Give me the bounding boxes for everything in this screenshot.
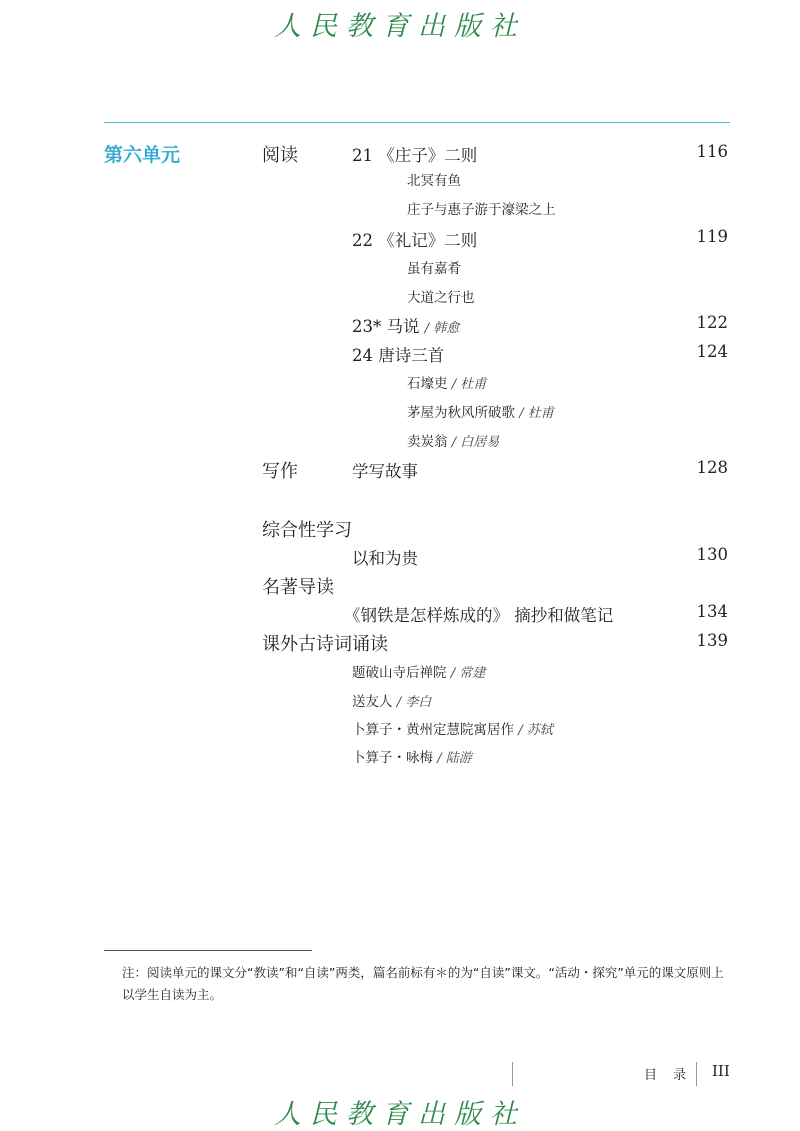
section-reading: 阅读 xyxy=(262,145,298,166)
lesson-23-title xyxy=(352,313,459,337)
lesson-23-page: 122 xyxy=(696,313,728,332)
poem-title: 茅屋为秋风所破歌 xyxy=(407,405,515,421)
section-integrated: 综合性学习 xyxy=(262,520,352,541)
lesson-22-sub-2: 大道之行也 xyxy=(407,290,475,306)
poem-title: 石壕吏 xyxy=(407,376,448,392)
publisher-logo-top: 人民教育出版社 xyxy=(274,11,526,42)
classics-title: 《钢铁是怎样炼成的》 摘抄和做笔记 xyxy=(344,606,614,625)
section-writing: 写作 xyxy=(262,461,298,482)
poem-title: 题破山寺后禅院 xyxy=(352,665,447,681)
poem-author: / 白居易 xyxy=(451,435,500,450)
lesson-24-page: 124 xyxy=(696,342,728,361)
lesson-21-page: 116 xyxy=(696,142,728,161)
footer-divider-right xyxy=(696,1062,697,1086)
lesson-22-page: 119 xyxy=(696,227,728,246)
lesson-23-name: 23* 马说 xyxy=(352,317,420,336)
footnote-rule xyxy=(104,950,312,951)
footnote-text: 注：阅读单元的课文分“教读”和“自读”两类，篇名前标有＊的为“自读”课文。“活动・探究”单元的课文原则上以学生自读为主。 xyxy=(122,965,724,1002)
poem-title: 卜算子・黄州定慧院寓居作 xyxy=(352,722,514,738)
lesson-22-title: 22 《礼记》二则 xyxy=(352,231,478,250)
integrated-title: 以和为贵 xyxy=(352,549,418,568)
poem-author: / 杜甫 xyxy=(519,406,554,421)
lesson-24-sub-3 xyxy=(407,430,499,450)
poem-author: / 苏轼 xyxy=(518,723,553,738)
publisher-logo-bottom: 人民教育出版社 xyxy=(274,1099,526,1130)
extra-poem-1 xyxy=(352,661,485,681)
unit-title: 第六单元 xyxy=(104,144,181,166)
writing-title: 学写故事 xyxy=(352,462,418,481)
writing-page: 128 xyxy=(696,458,728,477)
poem-title: 卜算子・咏梅 xyxy=(352,750,433,766)
extra-poems-page: 139 xyxy=(696,631,728,650)
lesson-24-sub-1 xyxy=(407,372,486,392)
lesson-21-sub-1: 北冥有鱼 xyxy=(407,173,461,189)
poem-title: 卖炭翁 xyxy=(407,434,448,450)
lesson-23-author: / 韩愈 xyxy=(424,321,460,336)
poem-author: / 李白 xyxy=(396,695,432,710)
extra-poem-3 xyxy=(352,718,553,738)
section-extra-poems: 课外古诗词诵读 xyxy=(262,634,388,655)
footer-divider-left xyxy=(512,1062,513,1086)
extra-poem-2 xyxy=(352,690,431,710)
integrated-page: 130 xyxy=(696,545,728,564)
section-classics: 名著导读 xyxy=(262,577,334,598)
lesson-21-sub-2: 庄子与惠子游于濠梁之上 xyxy=(407,202,556,218)
extra-poem-4 xyxy=(352,746,472,766)
footer-label: 目 录 xyxy=(644,1068,693,1083)
header-rule xyxy=(104,122,730,123)
footer-page-number: III xyxy=(712,1062,730,1080)
lesson-24-sub-2 xyxy=(407,401,554,421)
lesson-22-sub-1: 虽有嘉肴 xyxy=(407,261,461,277)
poem-author: / 常建 xyxy=(450,666,486,681)
poem-author: / 陆游 xyxy=(437,751,472,766)
poem-title: 送友人 xyxy=(352,694,393,710)
classics-page: 134 xyxy=(696,602,728,621)
poem-author: / 杜甫 xyxy=(451,377,487,392)
lesson-21-title: 21 《庄子》二则 xyxy=(352,146,478,165)
lesson-24-title: 24 唐诗三首 xyxy=(352,346,445,365)
